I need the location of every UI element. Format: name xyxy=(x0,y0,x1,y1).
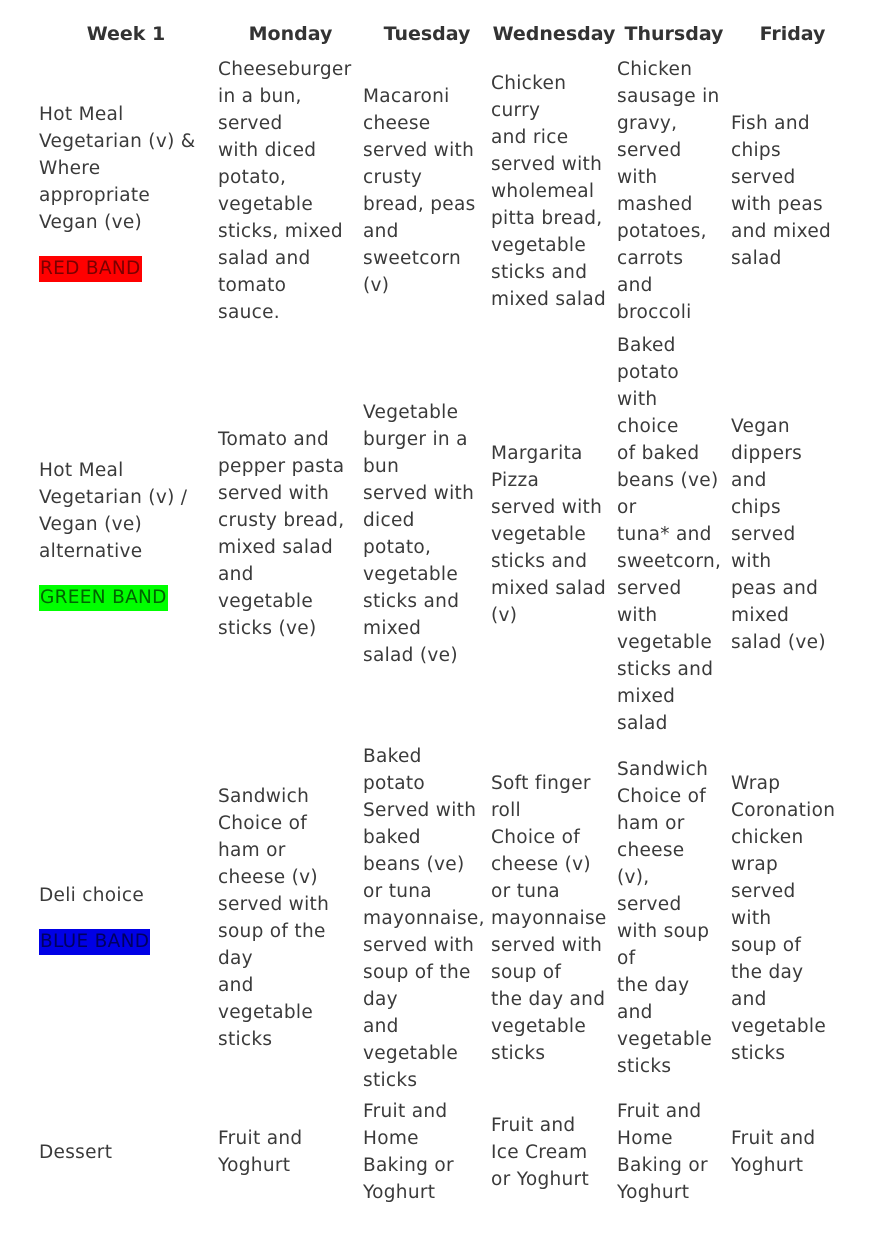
meal-text-line: vegetable xyxy=(218,1002,314,1023)
meal-text-line: sticks xyxy=(617,1056,672,1077)
meal-text-line: with diced xyxy=(218,140,317,161)
meal-text-line: salad xyxy=(617,712,668,734)
meal-text-line: Fruit and xyxy=(491,1114,576,1136)
meal-text-line: cheese xyxy=(617,840,685,861)
meal-text-line: Coronation xyxy=(731,799,836,821)
meal-text-line: vegetable xyxy=(617,631,713,653)
meal-text-line: curry xyxy=(491,99,541,121)
meal-text-line: sticks and xyxy=(617,658,714,680)
meal-text-line: served xyxy=(731,880,796,902)
meal-text-line: mashed xyxy=(617,194,693,215)
meal-text-line: or tuna xyxy=(363,880,432,902)
meal-cell-dessert-wednesday xyxy=(491,1096,617,1208)
meal-text-line: of baked xyxy=(617,442,700,464)
meal-text-line: chips xyxy=(731,140,781,161)
meal-text-line: with soup xyxy=(617,921,710,942)
meal-text-line: Sandwich xyxy=(617,759,709,780)
meal-text-line: and xyxy=(363,221,399,242)
meal-text-line: vegetable xyxy=(491,234,587,256)
meal-text-line: sausage in xyxy=(617,86,720,107)
meal-text-line: (v) xyxy=(363,275,390,296)
meal-text-line: served xyxy=(617,577,682,599)
row-label-line: Vegan (ve) xyxy=(39,514,143,535)
meal-text-line: sticks and xyxy=(491,261,588,283)
meal-text-line: vegetable xyxy=(617,1029,713,1050)
meal-text-line: and xyxy=(218,564,254,585)
meal-text-line: Ice Cream xyxy=(491,1141,588,1163)
meal-cell-red-monday xyxy=(218,54,363,328)
row-label-line: appropriate xyxy=(39,184,151,206)
meal-text-line: Margarita xyxy=(491,442,583,464)
row-label-line: Hot Meal xyxy=(39,460,124,481)
meal-text-line: served with xyxy=(363,140,475,161)
meal-text-line: (v), xyxy=(617,867,650,888)
meal-text-line: Pizza xyxy=(491,469,540,491)
meal-text-line: salad and xyxy=(218,248,311,269)
meal-text-line: served with xyxy=(363,934,475,956)
meal-text-line: cheese (v) xyxy=(491,853,591,875)
row-label-line: Vegan (ve) xyxy=(39,211,143,233)
meal-cell-dessert-friday xyxy=(731,1096,854,1208)
meal-text-line: vegetable xyxy=(218,591,314,612)
meal-text-line: day xyxy=(218,948,253,969)
row-label-blue xyxy=(34,740,218,1096)
meal-text-line: pitta bread, xyxy=(491,207,603,229)
meal-cell-blue-thursday xyxy=(617,740,731,1096)
meal-text-line: chicken xyxy=(731,826,804,848)
meal-text-line: of xyxy=(617,948,636,969)
meal-text-line: served with xyxy=(363,483,475,504)
meal-text-line: Vegetable xyxy=(363,402,459,423)
meal-text-line: vegetable xyxy=(731,1015,827,1037)
meal-text-line: potato, xyxy=(363,537,432,558)
meal-cell-dessert-thursday xyxy=(617,1096,731,1208)
meal-text-line: choice xyxy=(617,415,679,437)
meal-text-line: wholemeal xyxy=(491,180,595,202)
meal-text-line: Fish and xyxy=(731,113,810,134)
meal-text-line: bread, peas xyxy=(363,194,476,215)
row-label-line: Hot Meal xyxy=(39,103,124,125)
meal-text-line: vegetable xyxy=(218,194,314,215)
meal-text-line: Soft finger xyxy=(491,772,591,794)
meal-text-line: mixed xyxy=(617,685,676,707)
header-wednesday: Wednesday xyxy=(492,23,616,45)
meal-text-line: Tomato and xyxy=(218,429,330,450)
meal-text-line: cheese xyxy=(363,113,431,134)
meal-text-line: served with xyxy=(491,934,603,956)
meal-text-line: cheese (v) xyxy=(218,867,318,888)
meal-text-line: served with xyxy=(218,483,330,504)
meal-text-line: burger in a xyxy=(363,429,468,450)
meal-text-line: served xyxy=(731,167,796,188)
header-friday: Friday xyxy=(759,23,826,45)
meal-text-line: ham or xyxy=(617,813,685,834)
meal-text-line: mixed salad xyxy=(491,288,607,310)
menu-row-red xyxy=(34,54,854,328)
meal-text-line: or Yoghurt xyxy=(491,1168,590,1190)
meal-text-line: with xyxy=(617,388,658,410)
header-week: Week 1 xyxy=(86,23,166,45)
meal-text-line: day xyxy=(363,988,398,1010)
meal-text-line: with xyxy=(731,550,772,572)
header-row xyxy=(34,14,854,54)
meal-cell-green-tuesday xyxy=(363,328,491,740)
meal-text-line: mayonnaise, xyxy=(363,907,485,929)
meal-text-line: sweetcorn, xyxy=(617,550,722,572)
meal-text-line: Macaroni xyxy=(363,86,450,107)
meal-text-line: and mixed xyxy=(731,221,832,242)
meal-cell-green-thursday xyxy=(617,328,731,740)
row-label-line: Deli choice xyxy=(39,884,144,906)
meal-text-line: served with xyxy=(491,153,603,175)
meal-text-line: chips xyxy=(731,496,781,518)
meal-text-line: Wrap xyxy=(731,772,781,794)
meal-text-line: Vegan xyxy=(731,415,790,437)
meal-text-line: vegetable xyxy=(491,523,587,545)
meal-text-line: Fruit and xyxy=(363,1101,448,1122)
meal-text-line: or xyxy=(617,496,637,518)
meal-cell-green-friday xyxy=(731,328,854,740)
meal-text-line: potato xyxy=(363,772,426,794)
weekly-menu-table xyxy=(34,14,854,1208)
meal-text-line: mixed salad xyxy=(491,577,607,599)
meal-text-line: with xyxy=(617,604,658,626)
meal-text-line: Baking or xyxy=(363,1155,454,1176)
meal-text-line: sticks, mixed xyxy=(218,221,343,242)
meal-text-line: the day and xyxy=(491,988,606,1010)
header-monday: Monday xyxy=(248,23,333,45)
meal-cell-red-friday xyxy=(731,54,854,328)
meal-cell-red-wednesday xyxy=(491,54,617,328)
meal-text-line: sticks and xyxy=(491,550,588,572)
meal-text-line: crusty bread, xyxy=(218,510,345,531)
meal-text-line: Yoghurt xyxy=(617,1182,690,1203)
menu-row-blue xyxy=(34,740,854,1096)
meal-text-line: or tuna xyxy=(491,880,560,902)
meal-text-line: sauce. xyxy=(218,302,280,323)
meal-text-line: salad (ve) xyxy=(363,645,458,666)
meal-text-line: potato xyxy=(617,361,680,383)
meal-text-line: Fruit and xyxy=(617,1101,702,1122)
meal-text-line: soup of the xyxy=(218,921,326,942)
meal-text-line: in a bun, xyxy=(218,86,302,107)
row-label-line: alternative xyxy=(39,541,143,562)
meal-text-line: roll xyxy=(491,799,521,821)
meal-text-line: served with xyxy=(491,496,603,518)
meal-text-line: served xyxy=(617,894,682,915)
meal-text-line: mixed xyxy=(363,618,422,639)
meal-text-line: Choice of xyxy=(218,813,308,834)
meal-cell-blue-tuesday xyxy=(363,740,491,1096)
meal-text-line: vegetable xyxy=(491,1015,587,1037)
meal-text-line: Cheeseburger xyxy=(218,59,352,80)
meal-text-line: tuna* and xyxy=(617,523,712,545)
meal-text-line: baked xyxy=(363,826,421,848)
meal-text-line: sticks (ve) xyxy=(218,618,317,639)
row-label-dessert xyxy=(34,1096,218,1208)
meal-text-line: Chicken xyxy=(491,72,567,94)
meal-cell-dessert-monday xyxy=(218,1096,363,1208)
meal-text-line: salad xyxy=(731,248,782,269)
meal-text-line: Baked xyxy=(363,745,422,767)
band-badge-red: RED BAND xyxy=(39,256,142,282)
meal-text-line: Yoghurt xyxy=(363,1182,436,1203)
meal-text-line: crusty xyxy=(363,167,423,188)
meal-text-line: beans (ve) xyxy=(617,469,719,491)
meal-text-line: Sandwich xyxy=(218,786,310,807)
meal-cell-dessert-tuesday xyxy=(363,1096,491,1208)
meal-text-line: sticks xyxy=(491,1042,546,1064)
meal-text-line: and xyxy=(363,1015,399,1037)
meal-text-line: sticks xyxy=(218,1029,273,1050)
meal-text-line: sticks and xyxy=(363,591,460,612)
meal-text-line: Yoghurt xyxy=(218,1155,291,1176)
header-thursday: Thursday xyxy=(624,23,724,45)
meal-text-line: mixed salad xyxy=(218,537,334,558)
meal-text-line: Home xyxy=(617,1128,673,1149)
meal-cell-green-wednesday xyxy=(491,328,617,740)
meal-text-line: vegetable xyxy=(363,564,459,585)
meal-text-line: (v) xyxy=(491,604,518,626)
meal-text-line: Baked xyxy=(617,334,676,356)
meal-text-line: wrap xyxy=(731,853,779,875)
meal-text-line: Fruit and xyxy=(731,1128,816,1149)
meal-text-line: and xyxy=(617,1002,653,1023)
meal-text-line: Home xyxy=(363,1128,419,1149)
row-label-line: Vegetarian (v) & xyxy=(39,130,196,152)
meal-text-line: diced xyxy=(363,510,415,531)
meal-text-line: bun xyxy=(363,456,400,477)
meal-text-line: salad (ve) xyxy=(731,631,826,653)
meal-text-line: Chicken xyxy=(617,59,693,80)
row-label-line: Vegetarian (v) / xyxy=(39,487,188,508)
row-label-line: Where xyxy=(39,157,101,179)
meal-text-line: vegetable xyxy=(363,1042,459,1064)
row-label-line: Dessert xyxy=(39,1141,113,1163)
meal-text-line: and xyxy=(218,975,254,996)
meal-text-line: potatoes, xyxy=(617,221,707,242)
meal-text-line: served xyxy=(218,113,283,134)
row-label-green xyxy=(34,328,218,740)
meal-text-line: soup of the xyxy=(363,961,471,983)
meal-text-line: with xyxy=(731,907,772,929)
meal-cell-red-tuesday xyxy=(363,54,491,328)
meal-text-line: Baking or xyxy=(617,1155,708,1176)
band-badge-green: GREEN BAND xyxy=(39,585,168,611)
menu-row-dessert xyxy=(34,1096,854,1208)
meal-text-line: pepper pasta xyxy=(218,456,345,477)
meal-cell-blue-wednesday xyxy=(491,740,617,1096)
meal-text-line: gravy, xyxy=(617,113,678,134)
meal-text-line: with peas xyxy=(731,194,823,215)
meal-cell-blue-monday xyxy=(218,740,363,1096)
menu-body xyxy=(34,54,854,1208)
meal-text-line: soup of xyxy=(731,934,802,956)
meal-text-line: beans (ve) xyxy=(363,853,465,875)
row-label-red xyxy=(34,54,218,328)
meal-text-line: with xyxy=(617,167,658,188)
meal-text-line: sticks xyxy=(363,1069,418,1091)
meal-text-line: mayonnaise xyxy=(491,907,607,929)
meal-text-line: soup of xyxy=(491,961,562,983)
meal-text-line: sticks xyxy=(731,1042,786,1064)
meal-cell-blue-friday xyxy=(731,740,854,1096)
meal-text-line: Choice of xyxy=(617,786,707,807)
meal-text-line: dippers xyxy=(731,442,803,464)
meal-text-line: served xyxy=(617,140,682,161)
meal-text-line: served xyxy=(731,523,796,545)
meal-text-line: broccoli xyxy=(617,302,692,323)
meal-text-line: and xyxy=(617,275,653,296)
meal-text-line: Yoghurt xyxy=(731,1155,804,1176)
meal-text-line: tomato xyxy=(218,275,287,296)
meal-text-line: the day xyxy=(617,975,690,996)
meal-cell-red-thursday xyxy=(617,54,731,328)
meal-cell-green-monday xyxy=(218,328,363,740)
meal-text-line: and xyxy=(731,988,767,1010)
meal-text-line: and rice xyxy=(491,126,569,148)
meal-text-line: Choice of xyxy=(491,826,581,848)
meal-text-line: mixed xyxy=(731,604,790,626)
meal-text-line: Fruit and xyxy=(218,1128,303,1149)
meal-text-line: potato, xyxy=(218,167,287,188)
meal-text-line: Served with xyxy=(363,799,477,821)
menu-row-green xyxy=(34,328,854,740)
header-tuesday: Tuesday xyxy=(383,23,471,45)
meal-text-line: peas and xyxy=(731,577,819,599)
meal-text-line: sweetcorn xyxy=(363,248,461,269)
meal-text-line: carrots xyxy=(617,248,684,269)
meal-text-line: served with xyxy=(218,894,330,915)
band-badge-blue: BLUE BAND xyxy=(39,929,150,955)
meal-text-line: ham or xyxy=(218,840,286,861)
meal-text-line: the day xyxy=(731,961,804,983)
meal-text-line: and xyxy=(731,469,767,491)
